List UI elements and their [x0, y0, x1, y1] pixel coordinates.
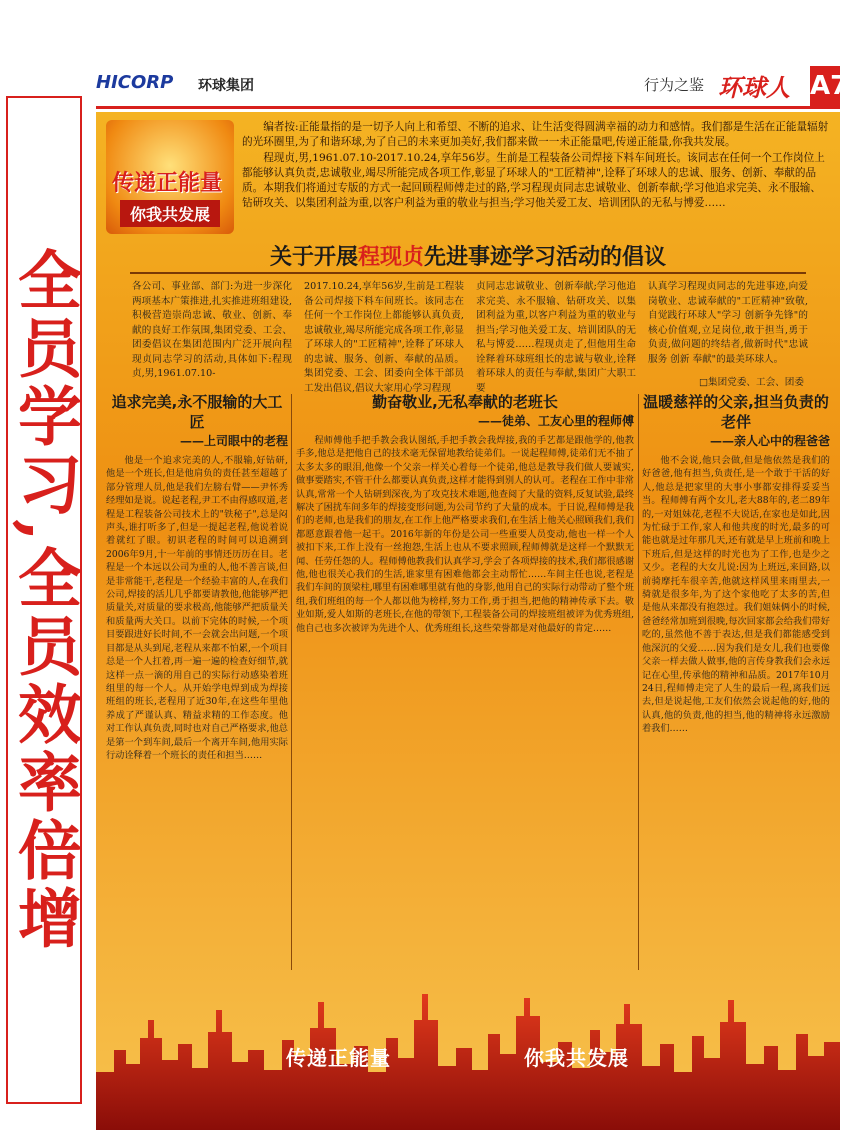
story-2-headline: 勤奋敬业,无私奉献的老班长: [372, 393, 558, 411]
proposal-col-4: 认真学习程现贞同志的先进事迹,向爱岗敬业、忠诚奉献的"工匠精神"致敬,自觉践行环球人"学习 创新争先锋"的核心价值观,立足岗位,敢于担当,勇于负责,做问题的终结者,做新时代"忠诚 服务 创新 奉献"的最美环球人。: [648, 281, 808, 365]
badge-line2: 你我共发展: [120, 200, 220, 227]
page-header: [96, 66, 848, 106]
company-logo: HICORP: [96, 72, 174, 93]
story-1-subhead: ——上司眼中的老程: [179, 434, 288, 448]
energy-badge: [106, 120, 234, 234]
brand-title: 环球人: [718, 73, 790, 102]
story-column-1: [106, 392, 288, 972]
side-banner: [6, 96, 82, 1104]
city-skyline-illustration: [96, 980, 840, 1130]
editor-note-para1: 编者按:正能量指的是一切予人向上和希望、不断的追求、让生活变得圆满幸福的动力和感情。我们都是生活在正能量辐射的光环圈里,为了和谐环球,为了自己的未来更加美好,我们都来做一一未正能量吧,传递正能量,你我共发展。: [242, 121, 829, 148]
story-2-subhead: ——徒弟、工友心里的程师傅: [477, 414, 634, 428]
proposal-signature: □集团党委、工会、团委: [698, 377, 804, 388]
header-rule: [96, 106, 840, 109]
story-1-headline: 追求完美,永不服输的大工匠: [111, 393, 283, 431]
section-title: 行为之鉴: [644, 76, 705, 94]
slogan-left: 传递正能量: [286, 1046, 391, 1070]
title-rule: [130, 272, 806, 274]
story-3-subhead: ——亲人心中的程爸爸: [709, 434, 830, 448]
title-pre: 关于开展: [269, 245, 358, 270]
badge-line1: 传递正能量: [112, 170, 223, 196]
story-1-body: 他是一个追求完美的人,不服输,好钻研,他是一个班长,但是他肩负的责任甚至超越了部分管理人员,他是我们左膀右臂——尹怀秀经理如是说。说起老程,尹工不由得感叹道,老程是工程装备公司技术上的"铁秘子",总是闷声头,谁打听多了,但是一提起老程,他说着说着就红了眼。初识老程的时间可以追溯到2006年9月,十一年前的事情还历历在目。老程是一个本远以公司为重的人,他不善言谈,但是非常能干,老程是一个经验丰富的人,在我们公司,焊接的活儿几乎都要请教他,他能够严把质量关,对质量的要求极高,他能够严把质量关和质量两大关口。以前下完体的时候,一个项目要跟进好长时间,不一会就会出问题,一个项目都是从头到尾,老程从来都不怕累,一个项目总是一个人扛着,再一遍一遍的检查好细节,就这样一点一滴的用自己的实际行动感染着班组里的每一个人。从开始学电焊到成为焊接班组的班长,老程用了近30年,在这些年里他养成了严谨认真、精益求精的工作态度。他对工作认真负责,同时也对自己严格要求,他总是第一个到车间,最后一个离开车间,他用实际行动诠释着一个班长的责任和担当……: [106, 455, 288, 761]
main-panel: [96, 112, 840, 1130]
proposal-col-1: 各公司、事业部、部门:为进一步深化两项基本广策推进,扎实推进班组建设,积极营造崇尚忠诚、敬业、创新、奉献的良好工作氛围,集团党委、工会、团委倡议在集团范围内广泛开展向程现贞同志学习的活动,具体如下:程现贞,男,1961.07.10-: [132, 281, 292, 379]
story-column-2: [296, 392, 634, 972]
story-column-3: [642, 392, 830, 972]
side-banner-text: 全员学习,全员效率倍增: [7, 246, 82, 954]
story-2-body: 程师傅他手把手教会我认图纸,手把手教会我焊接,我的手艺都是跟他学的,他教手多,他总是把他自己的技术毫无保留地教给徒弟们。一说起程师傅,徒弟们无不抽了太多太多的眼泪,他像一个父亲一样关心着每一个徒弟,他总是教导我们做人要诚实,做事要踏实,不管干什么都要认真负责,这样才能得到别人的认可。老程在工作中非常认真,常常一个人钻研到深夜,为了攻克技术难题,他查阅了大量的资料,反复试验,最终解决了困扰车间多年的焊接变形问题,为公司节约了大量的成本。于日说,程师傅是我们的老师,也是我们的朋友,在工作上他严格要求我们,在生活上他关心照顾我们,我们都愿意跟着他一起干。2016年新的年份是公司一些重要人员变动,他也一样一个人被扣下来,工作上没有一丝抱怨,生活上也从不要求照顾,程师傅就是这样一个默默无闻、任劳任怨的人。程师傅他教我们认真学习,学会了各项焊接的技术,我们都很感谢他,他也很关心我们的生活,谁家里有困难他都会主动帮忙……车间主任也说,老程是我们车间的顶梁柱,哪里有困难哪里就有他的身影,他用自己的实际行动带动了整个班组,我们班组的每一个人都以他为榜样,努力工作,勇于担当,把他的精神传承下去。敬业如斯,爱人如斯的老班长,在他的带领下,工程装备公司的焊接班组被评为优秀班组,他自己也多次被评为先进个人、优秀班组长,这些荣誉都是对他最好的肯定……: [296, 435, 634, 634]
column-divider: [291, 394, 292, 970]
page-number: A7: [810, 66, 840, 106]
editor-note: [242, 120, 830, 212]
editor-note-para2: 程现贞,男,1961.07.10-2017.10.24,享年56岁。生前是工程装备公司焊接下料车间班长。该同志在任何一个工作岗位上都能够认真负责,忠诚敬业,竭尽所能完成各项工作,彰显了环球人的"工匠精神",诠释了环球人的忠诚、服务、创新、奉献的品质。本期我们将通过专版的方式一起回顾程师傅走过的路,学习程现贞同志忠诚敬业、创新奉献;学习他追求完美、永不服输、钻研攻关、以集团利益为重,以客户利益为重的敬业与担当;学习他关爱工友、培训团队的无私与博爱……: [242, 152, 825, 209]
proposal-text: [132, 280, 808, 394]
title-post: 先进事迹学习活动的倡议: [424, 245, 667, 270]
column-divider: [638, 394, 639, 970]
article-title: [96, 240, 840, 271]
proposal-col-3: 贞同志忠诚敬业、创新奉献;学习他追求完美、永不服输、钻研攻关、以集团利益为重,以客户利益为重的敬业与担当;学习他关爱工友、培训团队的无私与博爱……程现贞走了,但他用生命诠释着环球班组长的忠诚与敬业,诠释着环球人的责任与奉献,集团广大职工要: [476, 281, 636, 394]
company-name: 环球集团: [198, 78, 254, 94]
story-3-headline: 温暖慈祥的父亲,担当负责的老伴: [643, 393, 829, 431]
slogan-right: 你我共发展: [524, 1046, 629, 1070]
story-3-body: 他不会说,他只会做,但是他依然是我们的好爸爸,他有担当,负责任,是一个敢于干活的好人,他总是把家里的大事小事都安排得妥妥当当。程师傅有两个女儿,老大88年的,老二89年的,一对姐妹花,老程不大说话,在家也是如此,因为忙碌于工作,家人和他共度的时光,最多的可能也就是过年那几天,还有就是早上班前和晚上下班后,但是这样的时光也为了工作,也是少之又少。老程的大女儿说:因为上班远,来回路,以前骑摩托车很辛苦,他就这样风里来雨里去,一骑就是很多年,为了这个家他吃了太多的苦,但是他从来都没有抱怨过。我们姐妹俩小的时候,爸爸经常加班到很晚,每次回家都会给我们带好吃的,虽然他不善于表达,但是我们都能感受到他深沉的父爱……因为我们是女儿,我们也要像父亲一样去做人做事,他的言传身教我们会永远记在心里,传承他的精神和品质。2017年10月24日,程师傅走完了人生的最后一程,离我们远去,但是说起他,工友们依然会说起他的好,他的认真,他的负责,他的担当,他的精神将永远激励着我们……: [642, 455, 830, 735]
proposal-col-2: 2017.10.24,享年56岁,生前是工程装备公司焊接下料车间班长。该同志在任何一个工作岗位上都能够认真负责,忠诚敬业,竭尽所能完成各项工作,彰显了环球人的"工匠精神",诠释了环球人的忠诚、服务、创新、奉献的品质。集团党委、工会、团委向全体干部员工发出倡议,倡议大家用心学习程现: [304, 281, 464, 394]
title-name: 程现贞: [357, 245, 424, 270]
